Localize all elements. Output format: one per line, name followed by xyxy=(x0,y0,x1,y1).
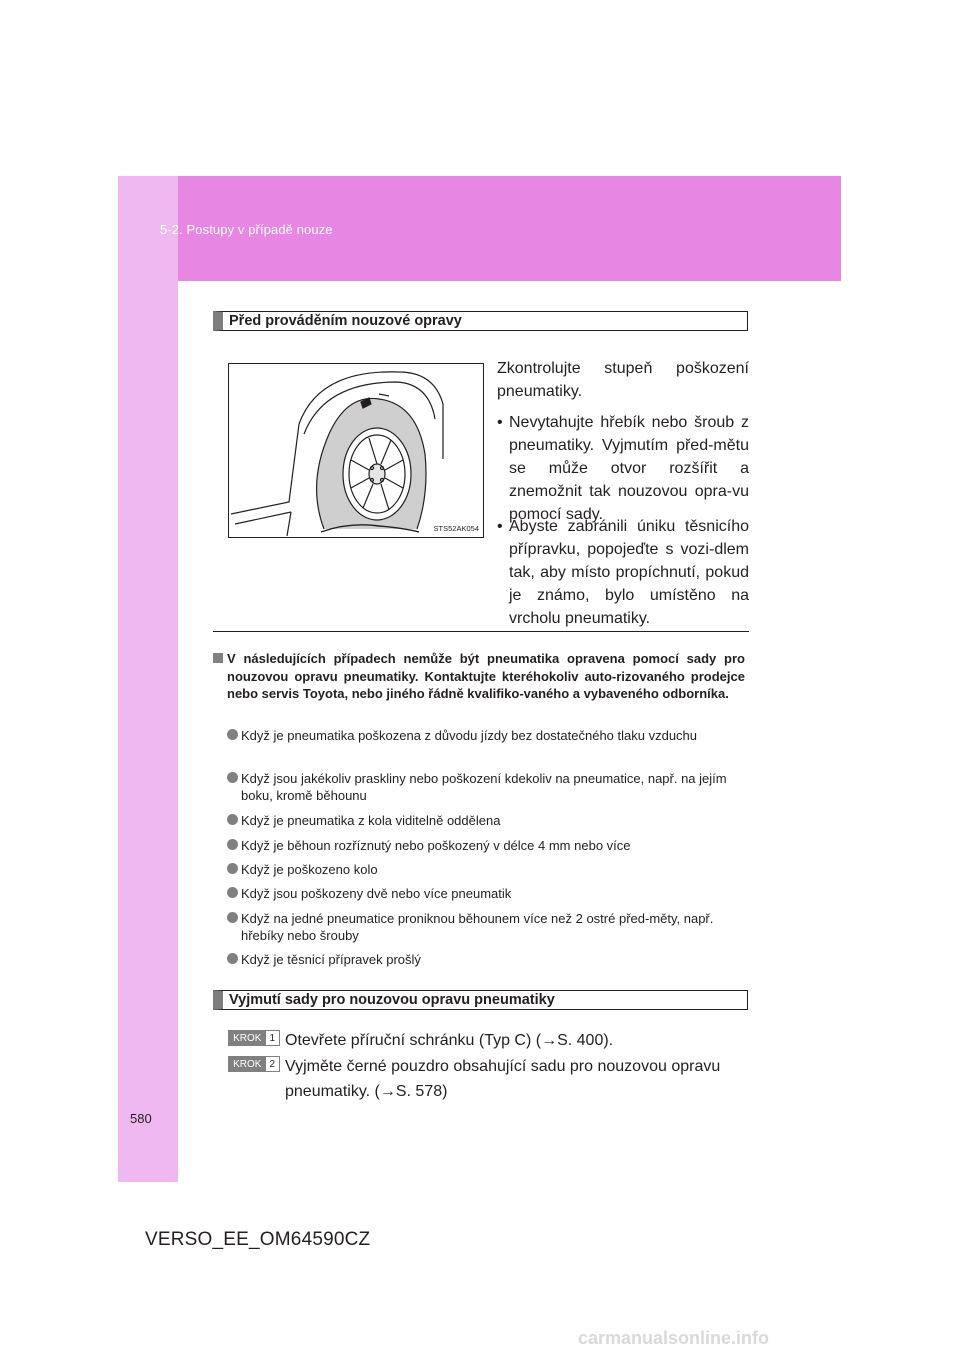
condition-text: Když je běhoun rozříznutý nebo poškozený v délce 4 mm nebo více xyxy=(241,838,631,853)
intro-text: Zkontrolujte stupeň poškození pneumatiky. xyxy=(497,360,749,400)
condition-text: Když je pneumatika z kola viditelně oddělena xyxy=(241,813,501,828)
circle-bullet-icon xyxy=(227,953,238,964)
step-text: Otevřete příruční schránku (Typ C) (→S. 400). xyxy=(285,1032,614,1049)
document-code: VERSO_EE_OM64590CZ xyxy=(145,1229,371,1250)
step-text: Vyjměte černé pouzdro obsahující sadu pro nouzovou opravu pneumatiky. (→S. 578) xyxy=(285,1058,721,1100)
circle-bullet-icon xyxy=(227,912,238,923)
circle-bullet-icon xyxy=(227,887,238,898)
watermark: carmanualsonline.info xyxy=(578,1328,770,1348)
step-badge-label: KROK xyxy=(229,1057,266,1071)
circle-bullet-icon xyxy=(227,729,238,740)
condition-text: Když je pneumatika poškozena z důvodu jízdy bez dostatečného tlaku vzduchu xyxy=(241,728,698,743)
section-header-before-repair xyxy=(213,311,748,331)
breadcrumb: 5-2. Postupy v případě nouze xyxy=(160,222,333,237)
section-header-remove-kit xyxy=(213,990,748,1010)
condition-text: Když na jedné pneumatice proniknou běhounem více než 2 ostré před-měty, např. hřebíky nebo šrouby xyxy=(241,911,714,943)
circle-bullet-icon xyxy=(227,814,238,825)
step-badge xyxy=(228,1056,280,1072)
condition-text: Když je těsnicí přípravek prošlý xyxy=(241,952,421,967)
section-title: Před prováděním nouzové opravy xyxy=(229,313,462,329)
page-number: 580 xyxy=(130,1111,152,1126)
step-badge-number: 2 xyxy=(266,1057,279,1071)
bullet-mark: • xyxy=(497,518,503,535)
circle-bullet-icon xyxy=(227,863,238,874)
bullet-text: Nevytahujte hřebík nebo šroub z pneumatiky. Vyjmutím před-mětu se může otvor rozšířit a znemožnit tak nouzovou opra-vu pomocí sady. xyxy=(509,414,749,523)
flat-tire-drawing xyxy=(229,364,483,537)
bullet-mark: • xyxy=(497,414,503,431)
circle-bullet-icon xyxy=(227,839,238,850)
condition-text: Když je poškozeno kolo xyxy=(241,862,378,877)
flat-tire-illustration xyxy=(228,363,484,538)
step-badge-label: KROK xyxy=(229,1031,266,1045)
square-bullet-icon xyxy=(213,653,223,663)
illustration-code: STS52AK054 xyxy=(433,524,479,533)
bullet-text: Abyste zabránili úniku těsnicího přípravku, popojeďte s vozi-dlem tak, aby místo propíchnutí, pokud je známo, bylo umístěno na vrcholu pneumatiky. xyxy=(509,518,749,627)
page-sidebar xyxy=(118,176,178,1182)
section-divider xyxy=(213,631,749,632)
section-title: Vyjmutí sady pro nouzovou opravu pneumatiky xyxy=(229,992,555,1008)
warning-text: V následujících případech nemůže být pneumatika opravena pomocí sady pro nouzovou opravu pneumatiky. Kontaktujte kteréhokoliv auto-rizovaného prodejce nebo servis Toyota, nebo jiného řádně kvalifiko-vaného a vybaveného odborníka. xyxy=(227,651,745,701)
condition-text: Když jsou jakékoliv praskliny nebo poškození kdekoliv na pneumatice, např. na jejím boku, kromě běhounu xyxy=(241,771,727,803)
step-badge-number: 1 xyxy=(266,1031,279,1045)
step-badge xyxy=(228,1030,280,1046)
circle-bullet-icon xyxy=(227,772,238,783)
condition-text: Když jsou poškozeny dvě nebo více pneumatik xyxy=(241,886,512,901)
